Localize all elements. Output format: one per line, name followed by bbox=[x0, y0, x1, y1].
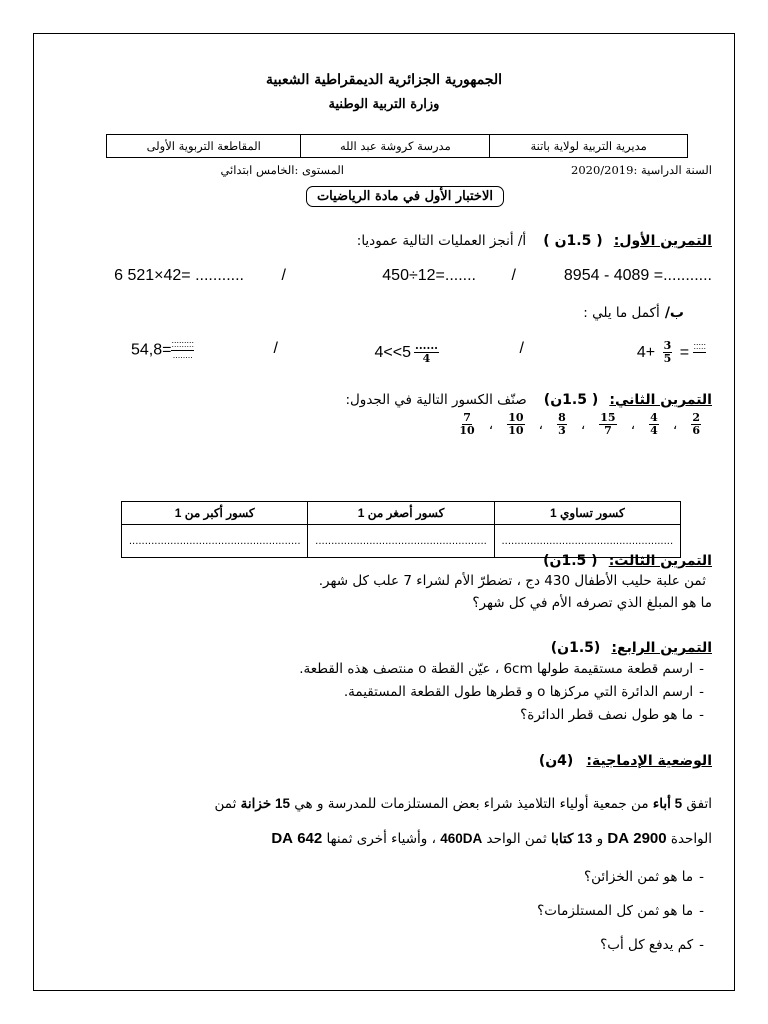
ex2-instruction: صنّف الكسور التالية في الجدول: bbox=[345, 392, 527, 408]
fraction: $\frac{10}{10}$ bbox=[508, 411, 524, 438]
fraction: $\frac{7}{10}$ bbox=[459, 411, 475, 438]
integ-question-1: -ما هو ثمن الخزائن؟ bbox=[583, 869, 704, 885]
ex1-b-item-1: 4+ $\frac{3}{5}$ = ::::: bbox=[636, 339, 706, 366]
ex3-line-2: ما هو المبلغ الذي تصرفه الأم في كل شهر؟ bbox=[472, 595, 712, 611]
ex1-sep-2: / bbox=[281, 267, 286, 284]
ex2-fractions: $\frac{2}{6}$ ، $\frac{4}{4}$ ، $\frac{15}{7}$ ، $\frac{8}{3}$ ، $\frac{10}{10}$ ، $\frac{7}{10}$ bbox=[459, 411, 700, 438]
fraction: $\frac{2}{6}$ bbox=[692, 411, 700, 438]
ex4-item-1: -ارسم قطعة مستقيمة طولها 6cm ، عيّن القطة o منتصف هذه القطعة. bbox=[299, 661, 704, 677]
ex1-heading bbox=[357, 230, 712, 249]
ex4-title: التمرين الرابع: bbox=[611, 640, 712, 656]
answer-cell-greater[interactable]: ...................................................... bbox=[122, 525, 308, 558]
ex1-part-a: أ/ أنجز العمليات التالية عموديا: bbox=[356, 233, 527, 249]
ex4-heading bbox=[551, 637, 712, 656]
integ-title: الوضعية الإدماجية: bbox=[586, 753, 712, 769]
ex1-title: التمرين الأول: bbox=[613, 233, 712, 249]
ex1-b-item-2: 4<<5 $\frac{......}{4}$ bbox=[374, 339, 438, 366]
directorate-cell: مديرية التربية لولاية باتنة bbox=[490, 135, 688, 158]
ministry-title: وزارة التربية الوطنية bbox=[328, 97, 440, 112]
ex1-sep-1: / bbox=[511, 267, 516, 284]
integ-points: (4ن) bbox=[538, 753, 574, 769]
ex3-points: ( 1.5ن) bbox=[543, 553, 598, 569]
answer-cell-smaller[interactable]: ...................................................... bbox=[308, 525, 494, 558]
ex1-op-3: 6 521×42= ........... bbox=[114, 267, 244, 284]
ex3-title: التمرين الثالث: bbox=[608, 553, 712, 569]
ex1-b-sep-2: / bbox=[273, 340, 278, 357]
table-header-equal: كسور تساوي 1 bbox=[494, 502, 680, 525]
integ-paragraph-line-2: الواحدة 2900 DA و 13 كتابا ثمن الواحد 460DA ، وأشياء أخرى ثمنها 642 DA bbox=[271, 830, 712, 847]
ex4-points: (1.5ن) bbox=[550, 640, 601, 656]
integ-question-2: -ما هو ثمن كل المستلزمات؟ bbox=[537, 903, 704, 919]
ex2-points: ( 1.5ن) bbox=[543, 392, 599, 408]
exam-title: الاختبار الأول في مادة الرياضيات bbox=[306, 186, 504, 207]
school-cell: مدرسة كروشة عبد الله bbox=[301, 135, 490, 158]
fraction: $\frac{4}{4}$ bbox=[650, 411, 658, 438]
ex3-heading bbox=[543, 550, 712, 569]
ex1-op-1: 8954 - 4089 =........... bbox=[563, 267, 712, 284]
ex1-op-2: 450÷12=....... bbox=[382, 267, 476, 284]
ex2-title: التمرين الثاني: bbox=[609, 392, 712, 408]
ex3-line-1: ثمن علبة حليب الأطفال 430 دج ، تضطرّ الأم لشراء 7 علب كل شهر. bbox=[318, 573, 706, 589]
table-header-greater: كسور أكبر من 1 bbox=[122, 502, 308, 525]
info-table bbox=[106, 134, 688, 158]
ex4-item-2: -ارسم الدائرة التي مركزها o و قطرها طول القطعة المستقيمة. bbox=[343, 684, 704, 700]
integ-paragraph-line-1: اتفق 5 أباء من جمعية أولياء التلاميذ شراء بعض المستلزمات للمدرسة و هي 15 خزانة ثمن bbox=[214, 796, 712, 812]
republic-title: الجمهورية الجزائرية الديمقراطية الشعبية bbox=[265, 72, 502, 88]
ex1-b-item-3: 54,8= ::::::::: ........ bbox=[131, 339, 194, 360]
class-level: المستوى :الخامس ابتدائي bbox=[220, 163, 344, 177]
integ-heading bbox=[539, 750, 712, 769]
ex1-part-b-text: أكمل ما يلي : bbox=[583, 305, 660, 321]
table-header-smaller: كسور أصغر من 1 bbox=[308, 502, 494, 525]
fraction: $\frac{3}{5}$ bbox=[663, 339, 672, 366]
integ-question-3: -كم يدفع كل أب؟ bbox=[600, 937, 704, 953]
exam-sheet bbox=[33, 33, 735, 991]
ex1-points: ( 1.5ن ) bbox=[543, 233, 603, 249]
fraction: $\frac{8}{3}$ bbox=[558, 411, 566, 438]
fraction: $\frac{......}{4}$ bbox=[415, 339, 438, 366]
school-year: السنة الدراسية :2020/2019 bbox=[571, 163, 712, 177]
ex2-heading bbox=[345, 389, 712, 408]
district-cell: المقاطعة التربوية الأولى bbox=[107, 135, 301, 158]
ex4-item-3: -ما هو طول نصف قطر الدائرة؟ bbox=[520, 707, 704, 723]
ex1-part-b-label: ب/ bbox=[664, 305, 684, 321]
fraction: $\frac{15}{7}$ bbox=[600, 411, 616, 438]
ex1-part-b bbox=[583, 302, 684, 321]
answer-cell-equal[interactable]: ...................................................... bbox=[494, 525, 680, 558]
ex1-b-sep-1: / bbox=[519, 340, 524, 357]
